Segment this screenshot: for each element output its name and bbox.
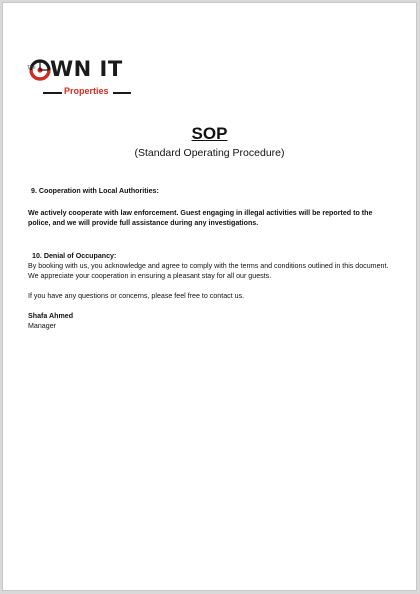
company-logo: [25, 54, 137, 102]
logo-wordmark: WN IT: [50, 57, 123, 81]
page-title: SOP: [191, 124, 228, 143]
section-9-heading: 9. Cooperation with Local Authorities:: [31, 187, 159, 195]
contact-note: If you have any questions or concerns, please feel free to contact us.: [28, 292, 245, 300]
signer-name: Shafa Ahmed: [28, 312, 74, 320]
page-subtitle: (Standard Operating Procedure): [134, 147, 285, 159]
logo-line-right: [113, 92, 131, 94]
logo-line-left: [43, 92, 62, 94]
section-10-body: By booking with us, you acknowledge and agree to comply with the terms and conditions outlined in this document. We appreciate your cooperation in ensuring a pleasant stay for all our guests.: [28, 262, 389, 280]
signer-title: Manager: [28, 322, 56, 330]
section-10-heading: 10. Denial of Occupancy:: [32, 252, 117, 260]
logo-prefix: The: [27, 65, 36, 71]
logo-tagline: Properties: [64, 86, 109, 96]
document-page: [2, 2, 417, 591]
section-9-body: We actively cooperate with law enforcement. Guest engaging in illegal activities will be reported to the police, and we will provide full assistance during any investigations.: [28, 209, 373, 227]
